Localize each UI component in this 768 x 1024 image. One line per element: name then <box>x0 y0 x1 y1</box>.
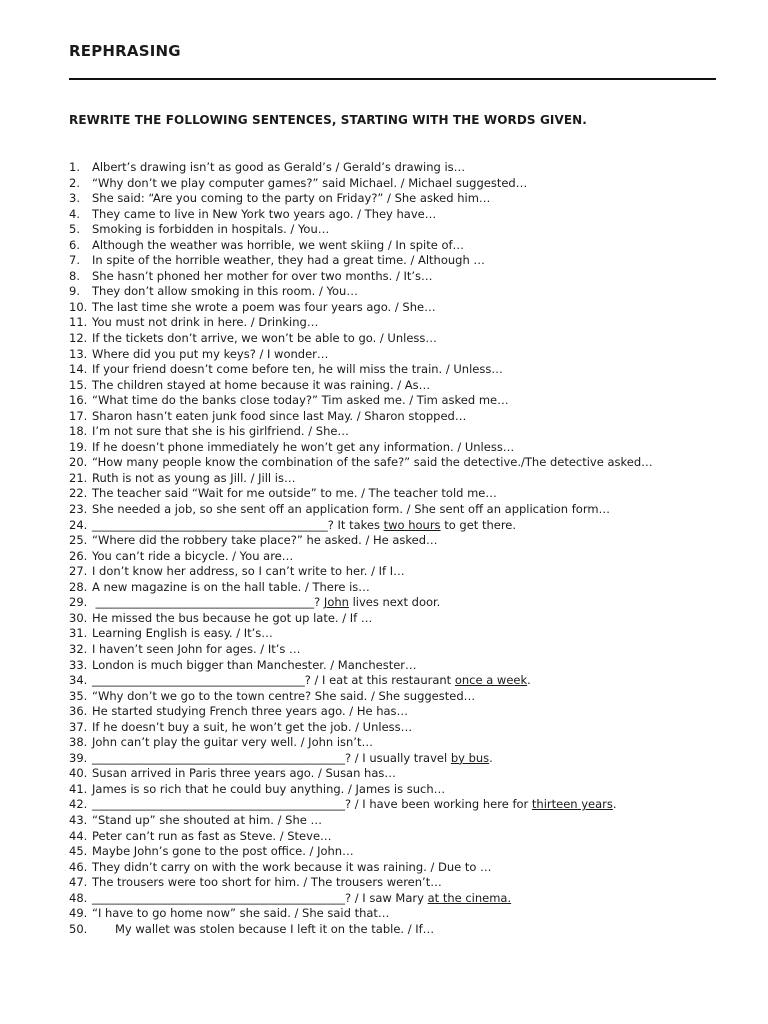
exercise-text: “What time do the banks close today?” Tim asked me. / Tim asked me… <box>92 393 509 408</box>
exercise-number: 38. <box>69 735 88 750</box>
exercise-text: Ruth is not as young as Jill. / Jill is… <box>92 470 296 485</box>
exercise-number: 12. <box>69 331 88 346</box>
exercise-number: 24. <box>69 517 88 532</box>
exercise-item <box>69 595 729 611</box>
exercise-item <box>69 533 729 549</box>
exercise-item <box>69 471 729 487</box>
exercise-text: I haven’t seen John for ages. / It’s … <box>92 641 301 656</box>
exercise-number: 13. <box>69 346 88 361</box>
exercise-text: “How many people know the combination of the safe?” said the detective./The detective asked… <box>92 455 653 470</box>
exercise-item <box>69 362 729 378</box>
exercise-number: 40. <box>69 766 88 781</box>
exercise-item <box>69 207 729 223</box>
exercise-item <box>69 689 729 705</box>
exercise-item <box>69 751 729 767</box>
exercise-text: _________________________________________? It takes <box>92 517 384 532</box>
exercise-item <box>69 704 729 720</box>
exercise-number: 26. <box>69 548 88 563</box>
exercise-number: 21. <box>69 470 88 485</box>
exercise-text: They came to live in New York two years ago. / They have… <box>92 206 437 221</box>
exercise-text: The teacher said “Wait for me outside” to me. / The teacher told me… <box>92 486 497 501</box>
exercise-text: _____________________________________? / I eat at this restaurant <box>92 673 455 688</box>
exercise-item <box>69 860 729 876</box>
exercise-text: The last time she wrote a poem was four years ago. / She… <box>92 299 436 314</box>
exercise-item <box>69 176 729 192</box>
exercise-text: “Stand up” she shouted at him. / She … <box>92 812 322 827</box>
instruction-heading: REWRITE THE FOLLOWING SENTENCES, STARTING WITH THE WORDS GIVEN. <box>69 113 587 127</box>
exercise-number: 25. <box>69 533 88 548</box>
exercise-text: . <box>612 797 617 812</box>
exercise-text: Where did you put my keys? / I wonder… <box>92 346 329 361</box>
exercise-text: Susan arrived in Paris three years ago. / Susan has… <box>92 766 396 781</box>
exercise-text: They didn’t carry on with the work because it was raining. / Due to … <box>92 859 492 874</box>
exercise-text: My wallet was stolen because I left it on the table. / If… <box>115 921 435 936</box>
exercise-number: 2. <box>69 175 80 190</box>
exercise-number: 5. <box>69 222 80 237</box>
exercise-item <box>69 829 729 845</box>
exercise-text: The children stayed at home because it was raining. / As… <box>92 377 431 392</box>
exercise-text: He started studying French three years ago. / He has… <box>92 704 409 719</box>
exercise-number: 32. <box>69 641 88 656</box>
exercise-text: “Where did the robbery take place?” he asked. / He asked… <box>92 533 438 548</box>
exercise-number: 44. <box>69 828 88 843</box>
exercise-number: 46. <box>69 859 88 874</box>
underlined-phrase: once a week <box>454 673 528 688</box>
exercise-item <box>69 455 729 471</box>
exercise-number: 31. <box>69 626 88 641</box>
exercise-text: A new magazine is on the hall table. / There is… <box>92 579 370 594</box>
exercise-item <box>69 580 729 596</box>
exercise-number: 10. <box>69 299 88 314</box>
exercise-item <box>69 844 729 860</box>
exercise-item <box>69 238 729 254</box>
exercise-number: 45. <box>69 844 88 859</box>
exercise-item <box>69 331 729 347</box>
underlined-phrase: at the cinema. <box>427 890 512 905</box>
exercise-number: 39. <box>69 750 88 765</box>
exercise-number: 34. <box>69 673 88 688</box>
page-title: REPHRASING <box>69 42 181 60</box>
exercise-item <box>69 906 729 922</box>
underlined-phrase: thirteen years <box>531 797 613 812</box>
exercise-item <box>69 564 729 580</box>
exercise-text: If he doesn’t phone immediately he won’t get any information. / Unless… <box>92 439 515 454</box>
exercise-text: Although the weather was horrible, we went skiing / In spite of… <box>92 237 465 252</box>
exercise-text: In spite of the horrible weather, they had a great time. / Although … <box>92 253 485 268</box>
exercise-item <box>69 300 729 316</box>
exercise-list <box>69 160 729 937</box>
exercise-text: I’m not sure that she is his girlfriend. / She… <box>92 424 349 439</box>
exercise-number: 14. <box>69 362 88 377</box>
exercise-item <box>69 284 729 300</box>
exercise-number: 50. <box>69 921 88 936</box>
exercise-number: 33. <box>69 657 88 672</box>
exercise-text: The trousers were too short for him. / The trousers weren’t… <box>92 875 442 890</box>
exercise-item <box>69 518 729 534</box>
exercise-text: ____________________________________________? / I have been working here for <box>92 797 532 812</box>
exercise-text: . <box>489 750 493 765</box>
exercise-text: to get there. <box>440 517 517 532</box>
exercise-number: 49. <box>69 906 88 921</box>
exercise-text: ____________________________________________? / I usually travel <box>92 750 451 765</box>
exercise-item <box>69 440 729 456</box>
exercise-number: 41. <box>69 781 88 796</box>
exercise-number: 35. <box>69 688 88 703</box>
exercise-number: 6. <box>69 237 80 252</box>
exercise-item <box>69 409 729 425</box>
exercise-text: Albert’s drawing isn’t as good as Gerald’s / Gerald’s drawing is… <box>92 160 466 174</box>
exercise-text: You can’t ride a bicycle. / You are… <box>92 548 294 563</box>
exercise-text: lives next door. <box>348 595 441 610</box>
exercise-text: ____________________________________________? / I saw Mary <box>92 890 428 905</box>
exercise-item <box>69 347 729 363</box>
exercise-number: 8. <box>69 268 80 283</box>
exercise-number: 42. <box>69 797 88 812</box>
exercise-text: They don’t allow smoking in this room. / You… <box>92 284 358 299</box>
exercise-number: 17. <box>69 408 88 423</box>
exercise-item <box>69 611 729 627</box>
exercise-item <box>69 735 729 751</box>
exercise-text: Peter can’t run as fast as Steve. / Steve… <box>92 828 332 843</box>
exercise-number: 19. <box>69 439 88 454</box>
exercise-item <box>69 922 729 938</box>
exercise-item <box>69 766 729 782</box>
exercise-number: 11. <box>69 315 88 330</box>
exercise-number: 37. <box>69 719 88 734</box>
exercise-number: 3. <box>69 191 80 206</box>
underlined-phrase: John <box>323 595 349 610</box>
exercise-item <box>69 191 729 207</box>
exercise-item <box>69 658 729 674</box>
exercise-item <box>69 424 729 440</box>
exercise-number: 16. <box>69 393 88 408</box>
exercise-text: Learning English is easy. / It’s… <box>92 626 273 641</box>
exercise-text: ______________________________________? <box>92 595 324 610</box>
exercise-text: “Why don’t we go to the town centre? She said. / She suggested… <box>92 688 476 703</box>
exercise-text: . <box>527 673 531 688</box>
exercise-text: Sharon hasn’t eaten junk food since last May. / Sharon stopped… <box>92 408 467 423</box>
exercise-text: “Why don’t we play computer games?” said Michael. / Michael suggested… <box>92 175 528 190</box>
exercise-item <box>69 393 729 409</box>
exercise-text: She said: “Are you coming to the party on Friday?” / She asked him… <box>92 191 491 206</box>
exercise-number: 30. <box>69 610 88 625</box>
exercise-number: 43. <box>69 812 88 827</box>
exercise-item <box>69 486 729 502</box>
underlined-phrase: two hours <box>383 517 441 532</box>
exercise-item <box>69 720 729 736</box>
exercise-text: Maybe John’s gone to the post office. / John… <box>92 844 354 859</box>
exercise-item <box>69 875 729 891</box>
exercise-number: 15. <box>69 377 88 392</box>
underlined-phrase: by bus <box>450 750 490 765</box>
exercise-text: If your friend doesn’t come before ten, he will miss the train. / Unless… <box>92 362 503 377</box>
exercise-number: 7. <box>69 253 80 268</box>
exercise-text: John can’t play the guitar very well. / John isn’t… <box>92 735 373 750</box>
exercise-text: “I have to go home now” she said. / She said that… <box>92 906 390 921</box>
title-divider <box>69 78 716 80</box>
exercise-item <box>69 642 729 658</box>
exercise-item <box>69 253 729 269</box>
exercise-number: 20. <box>69 455 88 470</box>
exercise-number: 48. <box>69 890 88 905</box>
exercise-number: 29. <box>69 595 88 610</box>
exercise-number: 22. <box>69 486 88 501</box>
exercise-number: 18. <box>69 424 88 439</box>
exercise-number: 1. <box>69 160 80 174</box>
exercise-number: 47. <box>69 875 88 890</box>
exercise-number: 23. <box>69 502 88 517</box>
exercise-text: You must not drink in here. / Drinking… <box>92 315 319 330</box>
exercise-text: James is so rich that he could buy anything. / James is such… <box>92 781 446 796</box>
exercise-text: If the tickets don’t arrive, we won’t be able to go. / Unless… <box>92 331 437 346</box>
exercise-text: London is much bigger than Manchester. / Manchester… <box>92 657 417 672</box>
exercise-text: If he doesn’t buy a suit, he won’t get the job. / Unless… <box>92 719 413 734</box>
exercise-item <box>69 160 729 176</box>
exercise-item <box>69 222 729 238</box>
exercise-number: 9. <box>69 284 80 299</box>
exercise-text: She hasn’t phoned her mother for over two months. / It’s… <box>92 268 433 283</box>
exercise-item <box>69 626 729 642</box>
exercise-item <box>69 549 729 565</box>
exercise-item <box>69 269 729 285</box>
exercise-text: He missed the bus because he got up late. / If … <box>92 610 373 625</box>
exercise-item <box>69 797 729 813</box>
exercise-item <box>69 782 729 798</box>
exercise-number: 27. <box>69 564 88 579</box>
exercise-text: Smoking is forbidden in hospitals. / You… <box>92 222 330 237</box>
exercise-item <box>69 891 729 907</box>
exercise-text: She needed a job, so she sent off an application form. / She sent off an application form… <box>92 502 611 517</box>
exercise-item <box>69 502 729 518</box>
exercise-number: 36. <box>69 704 88 719</box>
exercise-item <box>69 813 729 829</box>
exercise-item <box>69 378 729 394</box>
exercise-text: I don’t know her address, so I can’t write to her. / If I… <box>92 564 405 579</box>
exercise-item <box>69 315 729 331</box>
exercise-number: 28. <box>69 579 88 594</box>
exercise-number: 4. <box>69 206 80 221</box>
exercise-item <box>69 673 729 689</box>
